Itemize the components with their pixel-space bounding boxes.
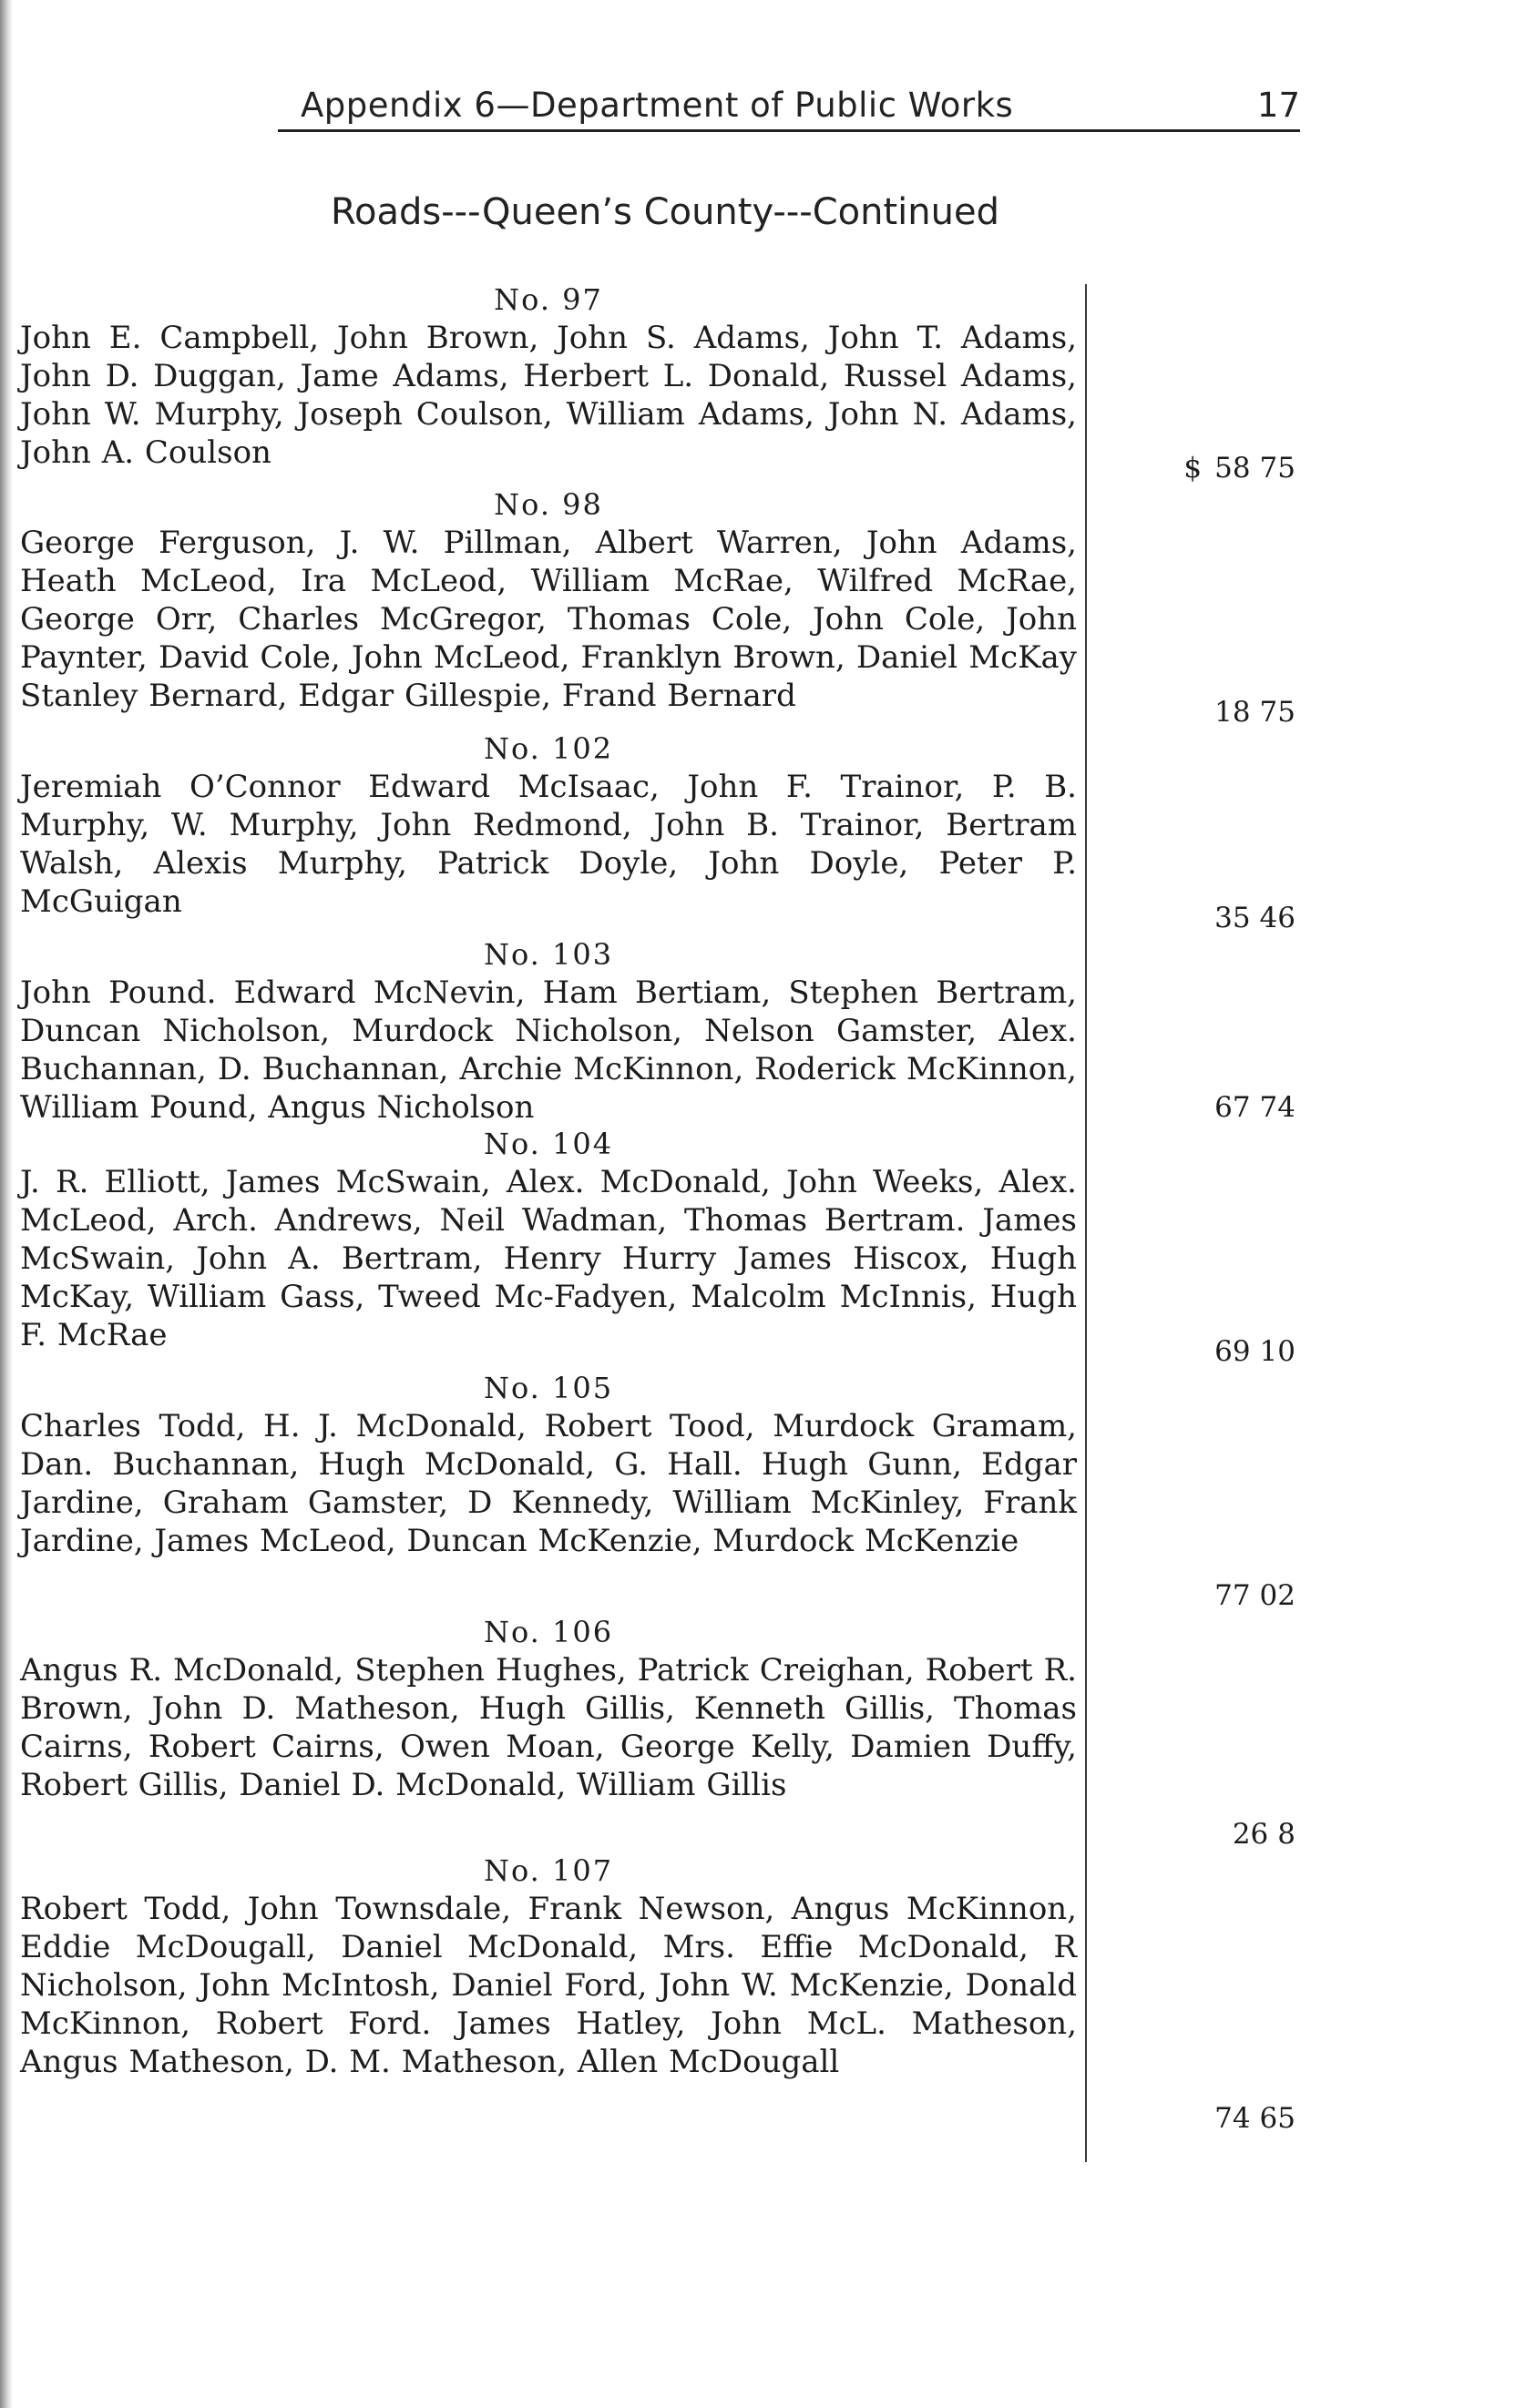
- amount-dollars: 58: [1214, 452, 1251, 485]
- entry-number: No. 104: [483, 1127, 614, 1161]
- entry-names: J. R. Elliott, James McSwain, Alex. McDonald, John Weeks, Alex. McLeod, Arch. Andrews, Neil Wadman, Thomas Bertram. James McSwain, John A. Bertram, Henry Hurry James Hiscox, Hugh McKay, William Gass, Tweed Mc-Fadyen, Malcolm McInnis, Hugh F. McRae: [20, 1164, 1077, 1353]
- running-head: [278, 84, 1300, 132]
- amount-dollars: 26: [1232, 1818, 1269, 1851]
- amount-cents: 02: [1259, 1579, 1295, 1612]
- amount-column-rule: [1085, 284, 1087, 2162]
- road-entry: [20, 731, 1295, 937]
- entry-number: No. 107: [483, 1853, 614, 1888]
- amount-dollars: 67: [1214, 1091, 1251, 1124]
- running-title: Appendix 6—Department of Public Works: [301, 86, 1014, 125]
- entry-amount: [1113, 693, 1295, 731]
- road-entry: [20, 1127, 1295, 1371]
- entry-number: No. 102: [483, 731, 614, 766]
- section-title: Roads---Queen’s County---Continued: [331, 191, 999, 233]
- entry-amount: [1113, 1088, 1295, 1127]
- entry-amount: [1113, 1815, 1295, 1853]
- amount-cents: 8: [1277, 1818, 1295, 1851]
- entry-names: Charles Todd, H. J. McDonald, Robert Tood, Murdock Gramam, Dan. Buchannan, Hugh McDonald, G. Hall. Hugh Gunn, Edgar Jardine, Graham Gamster, D Kennedy, William McKinley, Frank Jardine, James McLeod, Duncan McKenzie, Murdock McKenzie: [20, 1408, 1077, 1559]
- entry-number: No. 103: [483, 937, 614, 972]
- entry-amount: [1113, 899, 1295, 937]
- amount-dollars: 74: [1214, 2102, 1251, 2135]
- amount-cents: 74: [1259, 1091, 1295, 1124]
- page-number: 17: [1256, 86, 1300, 125]
- amount-dollars: 35: [1214, 902, 1251, 934]
- entry-amount: [1113, 2099, 1295, 2138]
- entry-names: John Pound. Edward McNevin, Ham Bertiam, Stephen Bertram, Duncan Nicholson, Murdock Nicholson, Nelson Gamster, Alex. Buchannan, D. Buchannan, Archie McKinnon, Roderick McKinnon, William Pound, Angus Nicholson: [20, 974, 1077, 1126]
- entry-amount: [1113, 449, 1295, 487]
- amount-dollars: 69: [1214, 1335, 1251, 1368]
- road-entry: [20, 1615, 1295, 1853]
- entry-names: George Ferguson, J. W. Pillman, Albert Warren, John Adams, Heath McLeod, Ira McLeod, William McRae, Wilfred McRae, George Orr, Charles McGregor, Thomas Cole, John Cole, John Paynter, David Cole, John McLeod, Franklyn Brown, Daniel McKay Stanley Bernard, Edgar Gillespie, Frand Bernard: [20, 525, 1077, 714]
- entry-amount: [1113, 1332, 1295, 1371]
- road-entry: [20, 1853, 1295, 2138]
- amount-dollars: 18: [1214, 696, 1251, 729]
- amount-cents: 10: [1259, 1335, 1295, 1368]
- entry-number: No. 97: [494, 282, 603, 317]
- road-entry: [20, 937, 1295, 1127]
- amount-cents: 65: [1259, 2102, 1295, 2135]
- entry-names: John E. Campbell, John Brown, John S. Adams, John T. Adams, John D. Duggan, Jame Adams, Herbert L. Donald, Russel Adams, John W. Murphy, Joseph Coulson, William Adams, John N. Adams, John A. Coulson: [20, 320, 1077, 471]
- entry-amount: [1113, 1576, 1295, 1615]
- amount-dollars: 77: [1214, 1579, 1251, 1612]
- entry-number: No. 98: [494, 487, 603, 522]
- scan-edge-shadow: [0, 0, 13, 2408]
- entry-names: Robert Todd, John Townsdale, Frank Newson, Angus McKinnon, Eddie McDougall, Daniel McDonald, Mrs. Effie McDonald, R Nicholson, John McIntosh, Daniel Ford, John W. McKenzie, Donald McKinnon, Robert Ford. James Hatley, John McL. Matheson, Angus Matheson, D. M. Matheson, Allen McDougall: [20, 1891, 1077, 2080]
- amount-cents: 75: [1259, 452, 1295, 485]
- entry-names: Jeremiah O’Connor Edward McIsaac, John F. Trainor, P. B. Murphy, W. Murphy, John Redmond, John B. Trainor, Bertram Walsh, Alexis Murphy, Patrick Doyle, John Doyle, Peter P. McGuigan: [20, 769, 1077, 920]
- amount-cents: 46: [1259, 902, 1295, 934]
- road-entries: [20, 282, 1295, 2138]
- road-entry: [20, 1371, 1295, 1615]
- road-entry: [20, 487, 1295, 731]
- road-entry: [20, 282, 1295, 487]
- entry-names: Angus R. McDonald, Stephen Hughes, Patrick Creighan, Robert R. Brown, John D. Matheson, Hugh Gillis, Kenneth Gillis, Thomas Cairns, Robert Cairns, Owen Moan, George Kelly, Damien Duffy, Robert Gillis, Daniel D. McDonald, William Gillis: [20, 1652, 1077, 1803]
- entry-number: No. 106: [483, 1615, 614, 1649]
- dollar-sign: $: [1183, 452, 1203, 485]
- amount-cents: 75: [1259, 696, 1295, 729]
- entry-number: No. 105: [483, 1371, 614, 1405]
